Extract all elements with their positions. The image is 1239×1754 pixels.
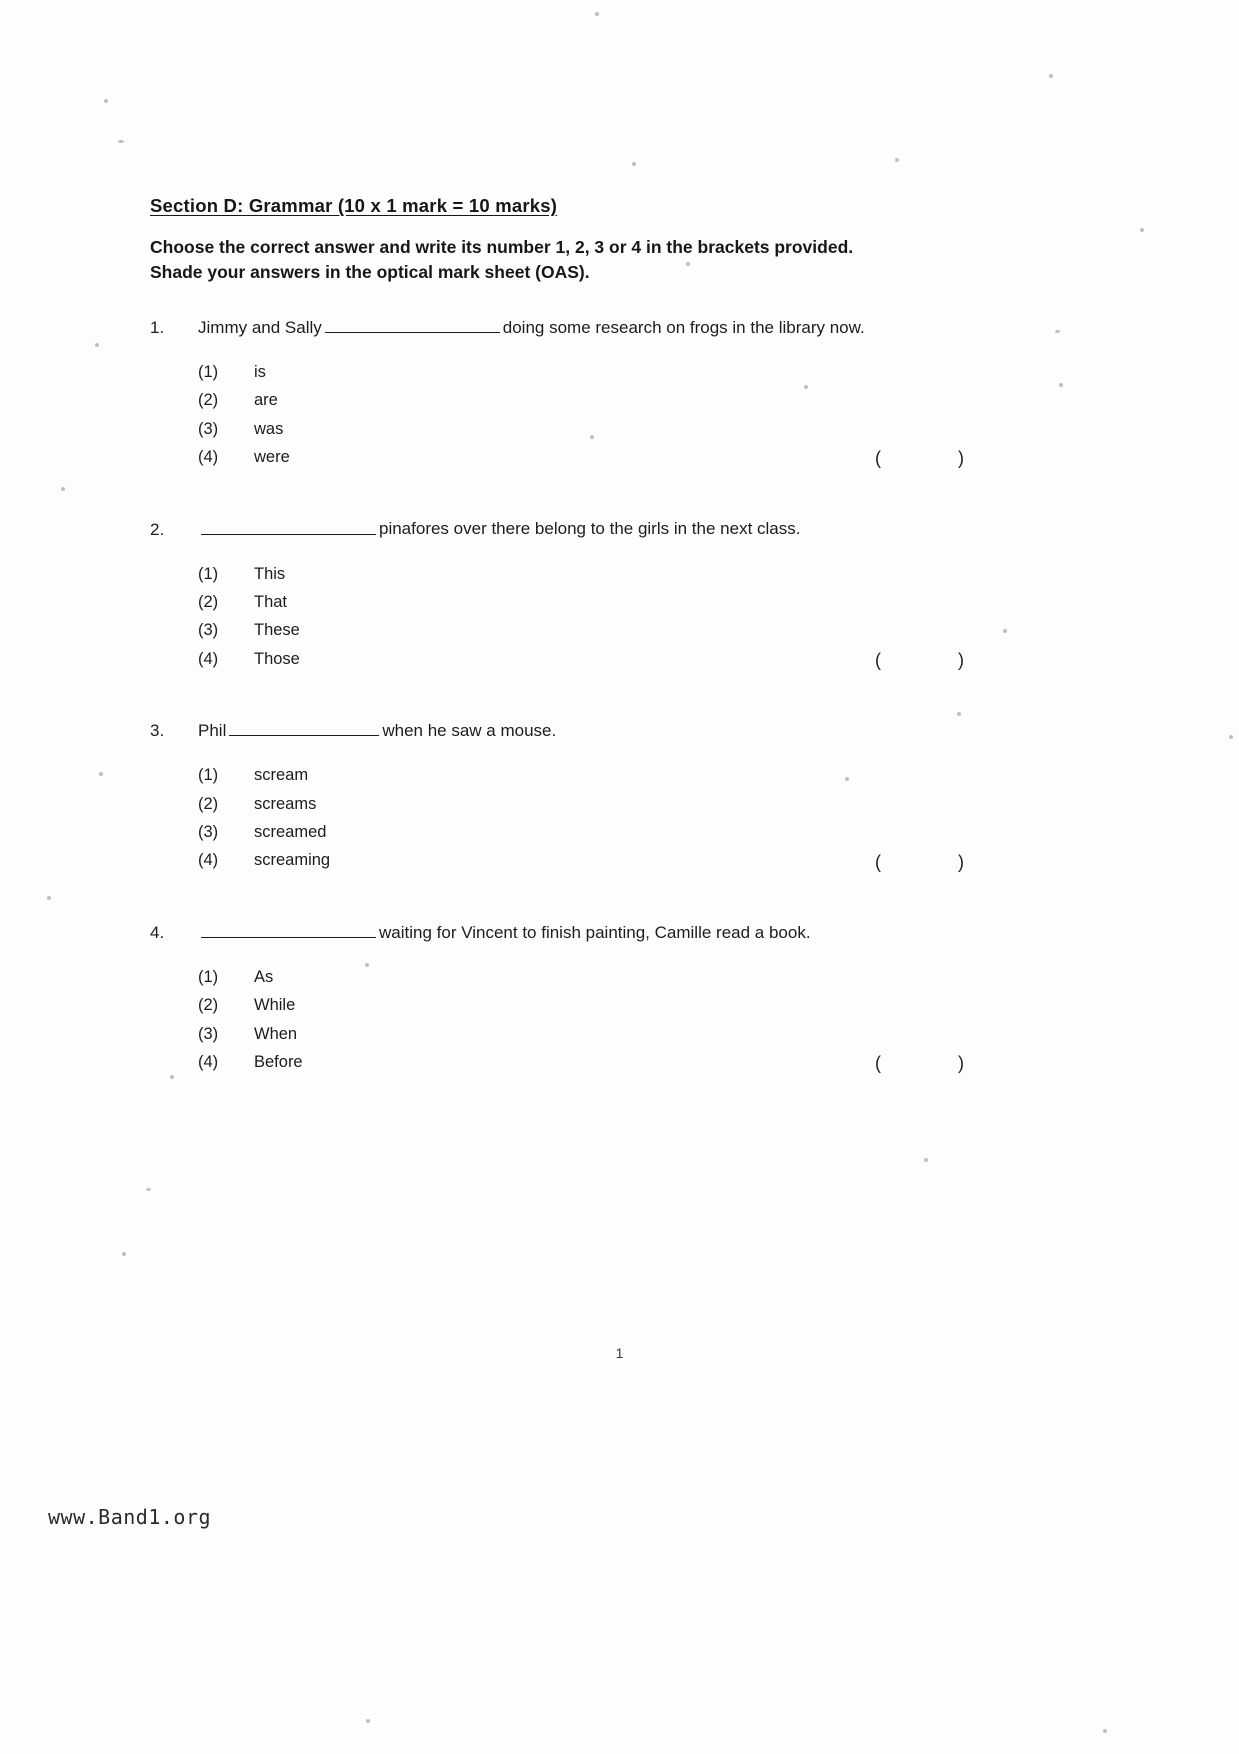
question-text xyxy=(198,517,1090,539)
option-label: These xyxy=(254,621,300,640)
question-text-after: doing some research on frogs in the library now. xyxy=(502,317,865,337)
option-row[interactable] xyxy=(150,415,1090,443)
scan-speck xyxy=(1049,74,1053,78)
page-number: 1 xyxy=(615,1345,624,1361)
option-label: screams xyxy=(254,794,317,813)
scan-speck xyxy=(1140,228,1144,232)
option-label: When xyxy=(254,1024,298,1043)
question-item xyxy=(150,719,1090,875)
question-stem xyxy=(150,316,1090,338)
option-key: (1) xyxy=(198,564,219,583)
answer-bracket[interactable]: ( ) xyxy=(875,851,1000,872)
option-key: (4) xyxy=(198,1052,219,1071)
option-key: (3) xyxy=(198,419,219,438)
option-list xyxy=(150,761,1090,875)
option-key: (4) xyxy=(198,649,219,668)
scan-speck xyxy=(99,772,103,776)
question-text-after: waiting for Vincent to finish painting, Camille read a book. xyxy=(379,922,811,942)
watermark: www.Band1.org xyxy=(48,1505,212,1529)
option-label: Those xyxy=(254,649,300,668)
option-key: (4) xyxy=(198,448,219,467)
answer-bracket[interactable]: ( ) xyxy=(875,1053,1000,1074)
option-list xyxy=(150,963,1090,1077)
option-row[interactable] xyxy=(150,616,1090,644)
instructions-line-1: Choose the correct answer and write its number 1, 2, 3 or 4 in the brackets provided. xyxy=(150,237,854,257)
option-key: (3) xyxy=(198,1024,219,1043)
scan-speck xyxy=(118,140,124,143)
scan-speck xyxy=(104,99,108,103)
question-text xyxy=(198,316,1090,338)
option-label: screaming xyxy=(254,851,331,870)
question-number: 3. xyxy=(150,721,165,741)
scan-speck xyxy=(924,1158,928,1162)
option-key: (2) xyxy=(198,592,219,611)
question-stem xyxy=(150,517,1090,539)
question-number: 1. xyxy=(150,317,165,337)
instructions-line-2: Shade your answers in the optical mark sheet (OAS). xyxy=(150,262,590,283)
question-stem xyxy=(150,719,1090,741)
option-key: (1) xyxy=(198,362,219,381)
scan-speck xyxy=(595,12,599,16)
worksheet-content xyxy=(150,195,1090,1122)
option-list xyxy=(150,358,1090,472)
answer-bracket[interactable]: ( ) xyxy=(875,650,1000,671)
option-row[interactable] xyxy=(150,386,1090,414)
option-row[interactable] xyxy=(150,358,1090,386)
question-text-before: Phil xyxy=(198,721,227,741)
page-title: Section D: Grammar (10 x 1 mark = 10 marks) xyxy=(150,195,558,216)
answer-bracket[interactable]: ( ) xyxy=(875,448,1000,469)
option-label: Before xyxy=(254,1052,303,1071)
option-row[interactable] xyxy=(150,991,1090,1019)
option-key: (4) xyxy=(198,851,219,870)
option-row[interactable] xyxy=(150,818,1090,846)
option-label: As xyxy=(254,967,274,986)
option-label: screamed xyxy=(254,822,327,841)
scan-speck xyxy=(47,896,51,900)
option-list xyxy=(150,560,1090,674)
option-key: (1) xyxy=(198,766,219,785)
question-item xyxy=(150,316,1090,472)
option-label: That xyxy=(254,592,288,611)
option-row[interactable] xyxy=(150,1020,1090,1048)
option-label: are xyxy=(254,391,278,410)
scan-speck xyxy=(61,487,65,491)
question-item xyxy=(150,517,1090,673)
option-label: While xyxy=(254,996,296,1015)
scan-speck xyxy=(366,1719,370,1723)
option-row[interactable] xyxy=(150,761,1090,789)
option-key: (3) xyxy=(198,621,219,640)
option-label: was xyxy=(254,419,284,438)
question-item xyxy=(150,921,1090,1077)
scan-speck xyxy=(1103,1729,1107,1733)
scan-speck xyxy=(146,1188,151,1191)
answer-blank[interactable] xyxy=(325,316,500,333)
option-key: (2) xyxy=(198,996,219,1015)
instructions xyxy=(150,235,1090,286)
option-label: scream xyxy=(254,766,309,785)
option-label: is xyxy=(254,362,266,381)
question-text-before: Jimmy and Sally xyxy=(198,317,322,337)
answer-blank[interactable] xyxy=(201,517,376,534)
scan-speck xyxy=(122,1252,126,1256)
option-row[interactable] xyxy=(150,560,1090,588)
question-number: 4. xyxy=(150,922,165,942)
answer-blank[interactable] xyxy=(229,719,379,736)
option-label: were xyxy=(254,448,290,467)
option-row[interactable] xyxy=(150,588,1090,616)
question-stem xyxy=(150,921,1090,943)
question-number: 2. xyxy=(150,519,165,539)
scan-speck xyxy=(95,343,99,347)
option-row[interactable] xyxy=(150,963,1090,991)
scan-speck xyxy=(1229,735,1233,739)
scan-speck xyxy=(895,158,899,162)
option-key: (2) xyxy=(198,794,219,813)
question-text xyxy=(198,921,1090,943)
option-key: (1) xyxy=(198,967,219,986)
option-key: (2) xyxy=(198,391,219,410)
option-key: (3) xyxy=(198,822,219,841)
scan-speck xyxy=(632,162,636,166)
question-text xyxy=(198,719,1090,741)
answer-blank[interactable] xyxy=(201,921,376,938)
option-label: This xyxy=(254,564,286,583)
question-text-after: pinafores over there belong to the girls in the next class. xyxy=(379,519,801,539)
question-text-after: when he saw a mouse. xyxy=(382,721,557,741)
option-row[interactable] xyxy=(150,790,1090,818)
